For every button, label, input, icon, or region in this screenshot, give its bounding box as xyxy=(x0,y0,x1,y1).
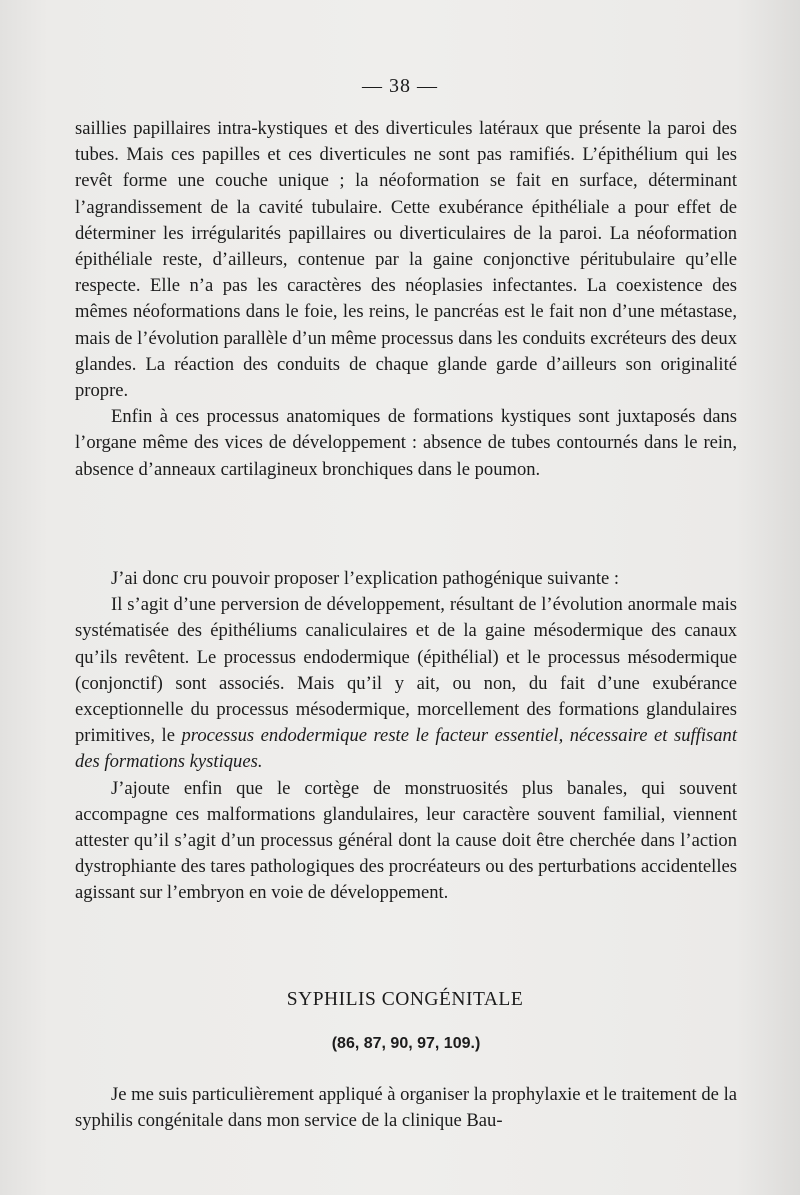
paragraph-perversion-emphasis: processus endodermique reste le facteur essentiel, nécessaire et suffisant des formations kystiques. xyxy=(75,725,737,773)
paragraph-monstrosities: J’ajoute enfin que le cortège de monstruosités plus banales, qui souvent accompagne ces malformations glandulaires, leur caractère souvent familial, viennent attester qu’il s’agit d’un processus général dont la cause doit être cherchée dans l’action dystrophiante des tares pathologiques des procréateurs ou des perturbations accidentelles agissant sur l’embryon en voie de développement. xyxy=(75,777,737,904)
paragraph-perversion-text: Il s’agit d’une perversion de développement, résultant de l’évolution anormale mais systématisée des épithéliums canaliculaires et de la gaine mésodermique des canaux qu’ils revêtent. Le processus endodermique (épithélial) et le processus mésodermique (conjonctif) sont associés. Mais qu’il y ait, ou non, du fait d’une exubérance exceptionnelle du processus mésodermique, morcellement des formations glandulaires primitives, le xyxy=(75,594,737,747)
paragraph-explanation-intro: J’ai donc cru pouvoir proposer l’explication pathogénique suivante : xyxy=(111,568,620,589)
paragraph-developmental-defects: Enfin à ces processus anatomiques de formations kystiques sont juxtaposés dans l’organe même des vices de développement : absence de tubes contournés dans le rein, absence d’anneaux cartilagineux bronchiques dans le poumon. xyxy=(75,406,737,480)
text-block-top xyxy=(75,116,737,483)
paragraph-continuation: saillies papillaires intra-kystiques et des diverticules latéraux que présente la paroi des tubes. Mais ces papilles et ces diverticules ne sont pas ramifiés. L’épithélium qui les revêt forme une couche unique ; la néoformation se fait en surface, déterminant l’agrandissement de la cavité tubulaire. Cette exubérance épithéliale a pour effet de déterminer les irrégularités papillaires ou diverticulaires de la paroi. La néoformation épithéliale reste, d’ailleurs, contenue par la gaine conjonctive péritubulaire qu’elle respecte. Elle n’a pas les caractères des néoplasies infectantes. La coexistence des mêmes néoformations dans le foie, les reins, le pancréas est le fait non d’une métastase, mais de l’évolution parallèle d’un même processus dans les conduits excréteurs des deux glandes. La réaction des conduits de chaque glande garde d’ailleurs son originalité propre. xyxy=(75,118,737,402)
text-block-syphilis xyxy=(75,1082,737,1134)
paragraph-perversion xyxy=(75,592,737,775)
paragraph-syphilis: Je me suis particulièrement appliqué à organiser la prophylaxie et le traitement de la syphilis congénitale dans mon service de la clinique Bau- xyxy=(75,1084,737,1132)
page-number: — 38 — xyxy=(362,75,438,97)
section-references: (86, 87, 90, 97, 109.) xyxy=(331,1035,481,1052)
section-heading: SYPHILIS CONGÉNITALE xyxy=(286,989,524,1010)
text-block-pathogenesis xyxy=(75,566,737,907)
